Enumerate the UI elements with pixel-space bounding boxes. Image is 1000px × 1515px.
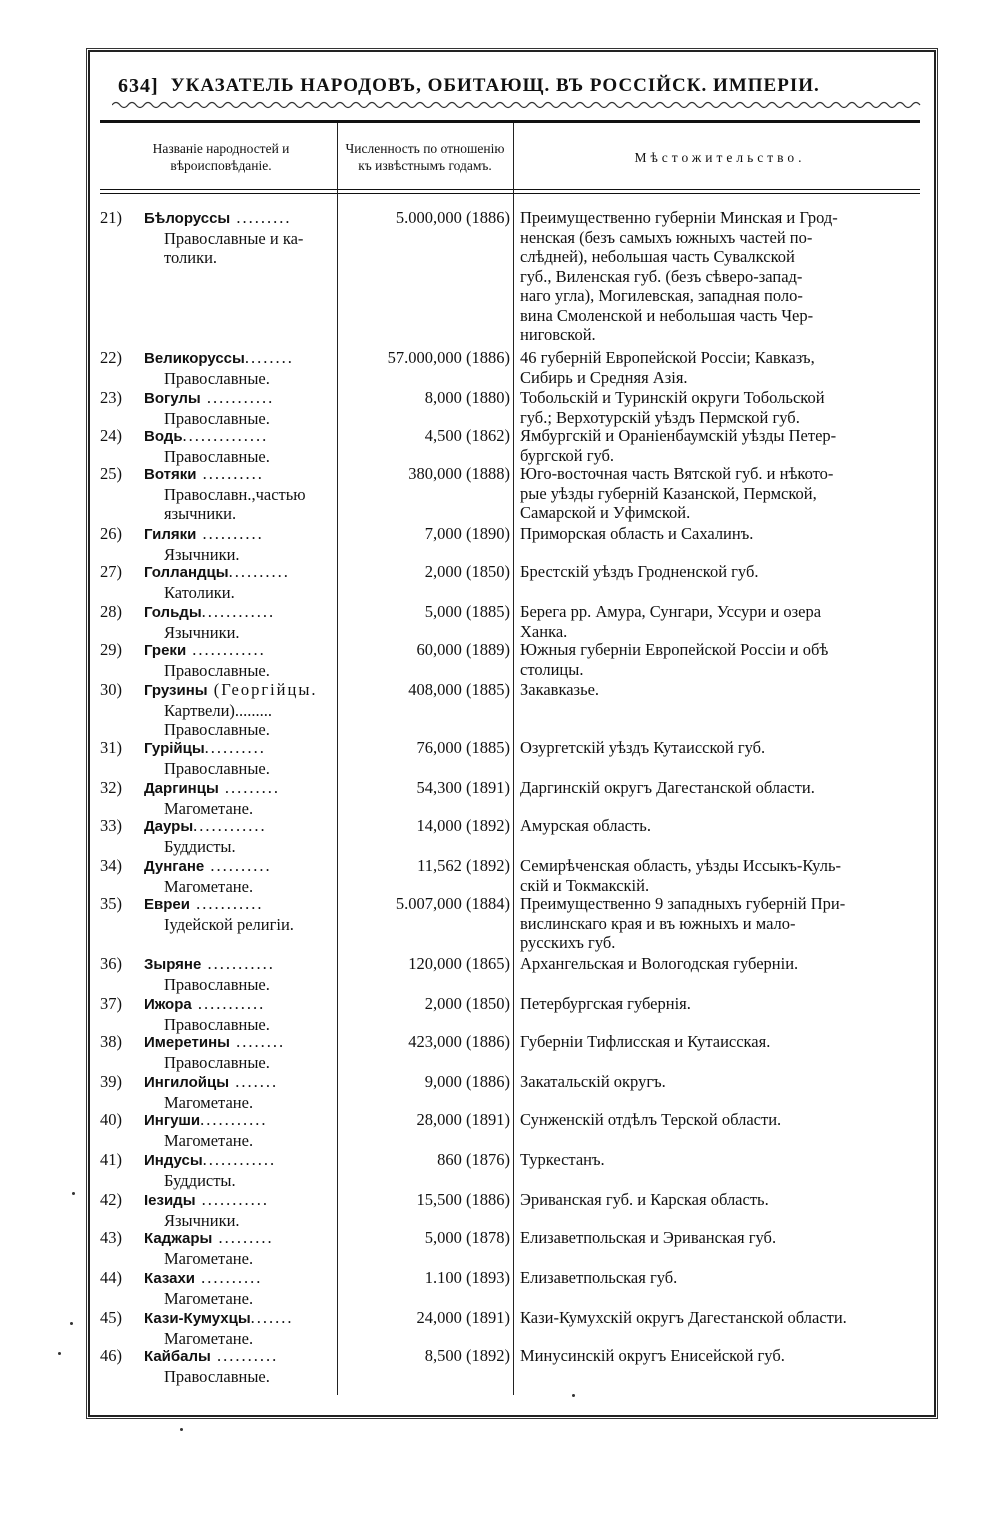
- population-count: 9,000 (1886): [424, 1072, 510, 1091]
- row-number: 38): [100, 1032, 122, 1051]
- religion: Язычники.: [164, 544, 240, 564]
- column-header-population: Численность по отношенію къ извѣстнымъ годамъ.: [345, 141, 505, 173]
- page-title: УКАЗАТЕЛЬ НАРОДОВЪ, ОБИТАЮЩ. ВЪ РОССІЙСК. ИМПЕРІИ.: [170, 75, 820, 96]
- population-count: 28,000 (1891): [416, 1110, 510, 1129]
- residence: Южныя губерніи Европейской Россіи и обѣ столицы.: [520, 640, 829, 679]
- population-count: 4,500 (1862): [424, 426, 510, 445]
- leader-dots: ............: [202, 1150, 277, 1169]
- column-header-nationality: Названіе народностей и вѣроисповѣданіе.: [152, 141, 290, 173]
- residence: Преимущественно губерніи Минская и Грод- ненская (безъ самыхъ южныхъ частей по- слѣдней), небольшая часть Сувалкской губ., Виленская губ. (безъ сѣверо-запад- наго угла), Могилевская, западная поло- вина Смоленской и небольшая часть Чер- ниговской.: [520, 208, 838, 344]
- religion: Магометане.: [164, 1288, 254, 1308]
- nationality-name: Казахи: [144, 1270, 196, 1287]
- residence: Эриванская губ. и Карская область.: [520, 1190, 769, 1209]
- population-count: 7,000 (1890): [424, 524, 510, 543]
- population-count: 8,000 (1880): [424, 388, 510, 407]
- residence: Кази-Кумухскій округъ Дагестанской области.: [520, 1308, 847, 1327]
- leader-dots: ..........: [196, 524, 264, 543]
- population-count: 5,000 (1878): [424, 1228, 510, 1247]
- nationality-name: Ингуши: [144, 1112, 201, 1129]
- leader-dots: ...........: [191, 994, 266, 1013]
- population-count: 5.007,000 (1884): [395, 894, 510, 913]
- nationality-name: Каджары: [144, 1230, 213, 1247]
- nationality-cell: [100, 426, 336, 466]
- leader-dots: .......: [250, 1308, 294, 1327]
- nationality-cell: [100, 738, 336, 778]
- religion: Православные.: [164, 974, 270, 994]
- leader-dots: ..........: [204, 856, 272, 875]
- nationality-cell: [100, 778, 336, 818]
- leader-dots: ..............: [182, 426, 269, 445]
- column-header-residence: Мѣстожительство.: [634, 149, 806, 165]
- residence: Губерніи Тифлисская и Кутаисская.: [520, 1032, 771, 1051]
- nationality-cell: [100, 1268, 336, 1308]
- residence: 46 губерній Европейской Россіи; Кавказъ, Сибирь и Средняя Азія.: [520, 348, 815, 387]
- leader-dots: ..........: [204, 738, 266, 757]
- religion: Православные.: [164, 1052, 270, 1072]
- nationality-cell: [100, 680, 336, 740]
- row-number: 26): [100, 524, 122, 543]
- religion: Православн.,частью язычники.: [164, 484, 306, 523]
- nationality-name: Дунгане: [144, 858, 205, 875]
- religion: Православные.: [164, 758, 270, 778]
- nationality-cell: [100, 1346, 336, 1386]
- population-count: 1.100 (1893): [424, 1268, 510, 1287]
- residence: Петербургская губернія.: [520, 994, 691, 1013]
- nationality-cell: [100, 1150, 336, 1190]
- religion: Православные.: [164, 660, 270, 680]
- leader-dots: (Георгійцы.: [207, 680, 318, 699]
- religion: Магометане.: [164, 1092, 254, 1112]
- column-head-rule: [100, 189, 920, 190]
- residence: Закавказье.: [520, 680, 600, 699]
- religion: Язычники.: [164, 622, 240, 642]
- religion: Картвели)......... Православные.: [164, 700, 273, 739]
- nationality-name: Вотяки: [144, 466, 197, 483]
- row-number: 42): [100, 1190, 122, 1209]
- nationality-name: Гурійцы: [144, 740, 205, 757]
- religion: Католики.: [164, 582, 235, 602]
- religion: Православные.: [164, 1014, 270, 1034]
- nationality-cell: [100, 524, 336, 564]
- nationality-name: Водь: [144, 428, 183, 445]
- leader-dots: ............: [186, 640, 266, 659]
- nationality-name: Гиляки: [144, 526, 197, 543]
- nationality-cell: [100, 348, 336, 388]
- row-number: 28): [100, 602, 122, 621]
- residence: Елизаветпольская и Эриванская губ.: [520, 1228, 777, 1247]
- residence: Сунженскій отдѣлъ Терской области.: [520, 1110, 782, 1129]
- religion: Православные.: [164, 1366, 270, 1386]
- nationality-name: Дауры: [144, 818, 194, 835]
- nationality-cell: [100, 602, 336, 642]
- leader-dots: .......: [229, 1072, 279, 1091]
- row-number: 43): [100, 1228, 122, 1247]
- row-number: 21): [100, 208, 122, 227]
- leader-dots: ...........: [200, 1110, 268, 1129]
- row-number: 36): [100, 954, 122, 973]
- leader-dots: .........: [212, 1228, 274, 1247]
- nationality-cell: [100, 856, 336, 896]
- nationality-name: Индусы: [144, 1152, 203, 1169]
- residence: Тобольскій и Туринскій округи Тобольской губ.; Верхотурскій уѣздъ Пермской губ.: [520, 388, 825, 427]
- population-count: 8,500 (1892): [424, 1346, 510, 1365]
- religion: Магометане.: [164, 1130, 254, 1150]
- leader-dots: ........: [229, 1032, 286, 1051]
- residence: Амурская область.: [520, 816, 651, 835]
- residence: Семирѣченская область, уѣзды Иссыкъ-Куль- скій и Токмакскій.: [520, 856, 841, 895]
- nationality-cell: [100, 640, 336, 680]
- row-number: 29): [100, 640, 122, 659]
- religion: Магометане.: [164, 876, 254, 896]
- nationality-name: Грузины: [144, 682, 208, 699]
- leader-dots: ..........: [196, 464, 264, 483]
- religion: Буддисты.: [164, 1170, 236, 1190]
- residence: Брестскій уѣздъ Гродненской губ.: [520, 562, 759, 581]
- nationality-cell: [100, 1228, 336, 1268]
- nationality-name: Ижора: [144, 996, 192, 1013]
- nationality-cell: [100, 1190, 336, 1230]
- population-count: 860 (1876): [437, 1150, 510, 1169]
- leader-dots: ..........: [195, 1268, 263, 1287]
- population-count: 76,000 (1885): [416, 738, 510, 757]
- nationality-cell: [100, 1308, 336, 1348]
- leader-dots: ..........: [210, 1346, 279, 1365]
- nationality-name: Евреи: [144, 896, 190, 913]
- residence: Берега рр. Амура, Сунгари, Уссури и озера Ханка.: [520, 602, 822, 641]
- nationality-cell: [100, 562, 336, 602]
- nationality-cell: [100, 1032, 336, 1072]
- population-count: 423,000 (1886): [408, 1032, 510, 1051]
- nationality-cell: [100, 388, 336, 428]
- residence: Даргинскій округъ Дагестанской области.: [520, 778, 815, 797]
- leader-dots: ...........: [201, 954, 275, 973]
- row-number: 34): [100, 856, 122, 875]
- residence: Преимущественно 9 западныхъ губерній При- вислинскаго края и въ южныхъ и мало- русскихъ губ.: [520, 894, 846, 952]
- population-count: 5,000 (1885): [424, 602, 510, 621]
- nationality-name: Іезиды: [144, 1192, 196, 1209]
- nationality-name: Голландцы: [144, 564, 229, 581]
- column-divider-2: [513, 123, 514, 1395]
- religion: Магометане.: [164, 1248, 254, 1268]
- nationality-name: Вогулы: [144, 390, 201, 407]
- residence: Минусинскій округъ Енисейской губ.: [520, 1346, 785, 1365]
- row-number: 32): [100, 778, 122, 797]
- residence: Озургетскій уѣздъ Кутаисской губ.: [520, 738, 766, 757]
- population-count: 11,562 (1892): [417, 856, 510, 875]
- nationality-cell: [100, 954, 336, 994]
- religion: Іудейской религіи.: [164, 914, 294, 934]
- residence: Елизаветпольская губ.: [520, 1268, 678, 1287]
- row-number: 30): [100, 680, 122, 699]
- nationality-cell: [100, 208, 336, 268]
- residence: Ямбургскій и Ораніенбаумскій уѣзды Петер- бургской губ.: [520, 426, 837, 465]
- row-number: 27): [100, 562, 122, 581]
- nationality-cell: [100, 994, 336, 1034]
- population-count: 120,000 (1865): [408, 954, 510, 973]
- population-count: 60,000 (1889): [416, 640, 510, 659]
- religion: Православные.: [164, 408, 270, 428]
- row-number: 24): [100, 426, 122, 445]
- nationality-cell: [100, 1072, 336, 1112]
- population-count: 24,000 (1891): [416, 1308, 510, 1327]
- residence: Туркестанъ.: [520, 1150, 605, 1169]
- row-number: 25): [100, 464, 122, 483]
- nationality-cell: [100, 816, 336, 856]
- nationality-cell: [100, 464, 336, 524]
- leader-dots: .........: [218, 778, 281, 797]
- population-count: 54,300 (1891): [416, 778, 510, 797]
- ornament-wavy-rule: [112, 100, 924, 110]
- leader-dots: ........: [244, 348, 294, 367]
- population-count: 2,000 (1850): [424, 562, 510, 581]
- nationality-name: Гольды: [144, 604, 202, 621]
- row-number: 35): [100, 894, 122, 913]
- residence: Архангельская и Вологодская губерніи.: [520, 954, 799, 973]
- row-number: 40): [100, 1110, 122, 1129]
- page-number: 634]: [118, 74, 159, 97]
- nationality-cell: [100, 1110, 336, 1150]
- leader-dots: ............: [193, 816, 267, 835]
- population-count: 14,000 (1892): [416, 816, 510, 835]
- header-rule: [100, 120, 920, 123]
- nationality-cell: [100, 894, 336, 934]
- population-count: 57.000,000 (1886): [387, 348, 510, 367]
- leader-dots: ..........: [228, 562, 290, 581]
- leader-dots: ...........: [189, 894, 264, 913]
- nationality-name: Кази-Кумухцы: [144, 1310, 251, 1327]
- population-count: 2,000 (1850): [424, 994, 510, 1013]
- nationality-name: Даргинцы: [144, 780, 219, 797]
- leader-dots: ............: [201, 602, 276, 621]
- population-count: 5.000,000 (1886): [395, 208, 510, 227]
- nationality-name: Греки: [144, 642, 187, 659]
- page-header: [100, 68, 920, 104]
- residence: Закатальскій округъ.: [520, 1072, 666, 1091]
- row-number: 22): [100, 348, 122, 367]
- row-number: 39): [100, 1072, 122, 1091]
- row-number: 33): [100, 816, 122, 835]
- religion: Магометане.: [164, 1328, 254, 1348]
- row-number: 23): [100, 388, 122, 407]
- population-count: 15,500 (1886): [416, 1190, 510, 1209]
- residence: Приморская область и Сахалинъ.: [520, 524, 754, 543]
- population-count: 380,000 (1888): [408, 464, 510, 483]
- nationality-name: Великоруссы: [144, 350, 245, 367]
- residence: Юго-восточная часть Вятской губ. и нѣкото- рые уѣзды губерній Казанской, Пермской, Самарской и Уфимской.: [520, 464, 834, 522]
- religion: Православные и ка- толики.: [164, 228, 304, 267]
- leader-dots: ...........: [195, 1190, 270, 1209]
- nationality-name: Ингилойцы: [144, 1074, 230, 1091]
- row-number: 31): [100, 738, 122, 757]
- nationality-name: Кайбалы: [144, 1348, 211, 1365]
- row-number: 46): [100, 1346, 122, 1365]
- religion: Язычники.: [164, 1210, 240, 1230]
- population-count: 408,000 (1885): [408, 680, 510, 699]
- nationality-name: Зыряне: [144, 956, 202, 973]
- religion: Буддисты.: [164, 836, 236, 856]
- religion: Православные.: [164, 446, 270, 466]
- row-number: 37): [100, 994, 122, 1013]
- religion: Православные.: [164, 368, 270, 388]
- row-number: 41): [100, 1150, 122, 1169]
- religion: Магометане.: [164, 798, 254, 818]
- leader-dots: .........: [230, 208, 292, 227]
- column-head-rule-2: [100, 193, 920, 194]
- nationality-name: Бѣлоруссы: [144, 210, 231, 227]
- leader-dots: ...........: [200, 388, 275, 407]
- row-number: 45): [100, 1308, 122, 1327]
- nationality-name: Имеретины: [144, 1034, 230, 1051]
- row-number: 44): [100, 1268, 122, 1287]
